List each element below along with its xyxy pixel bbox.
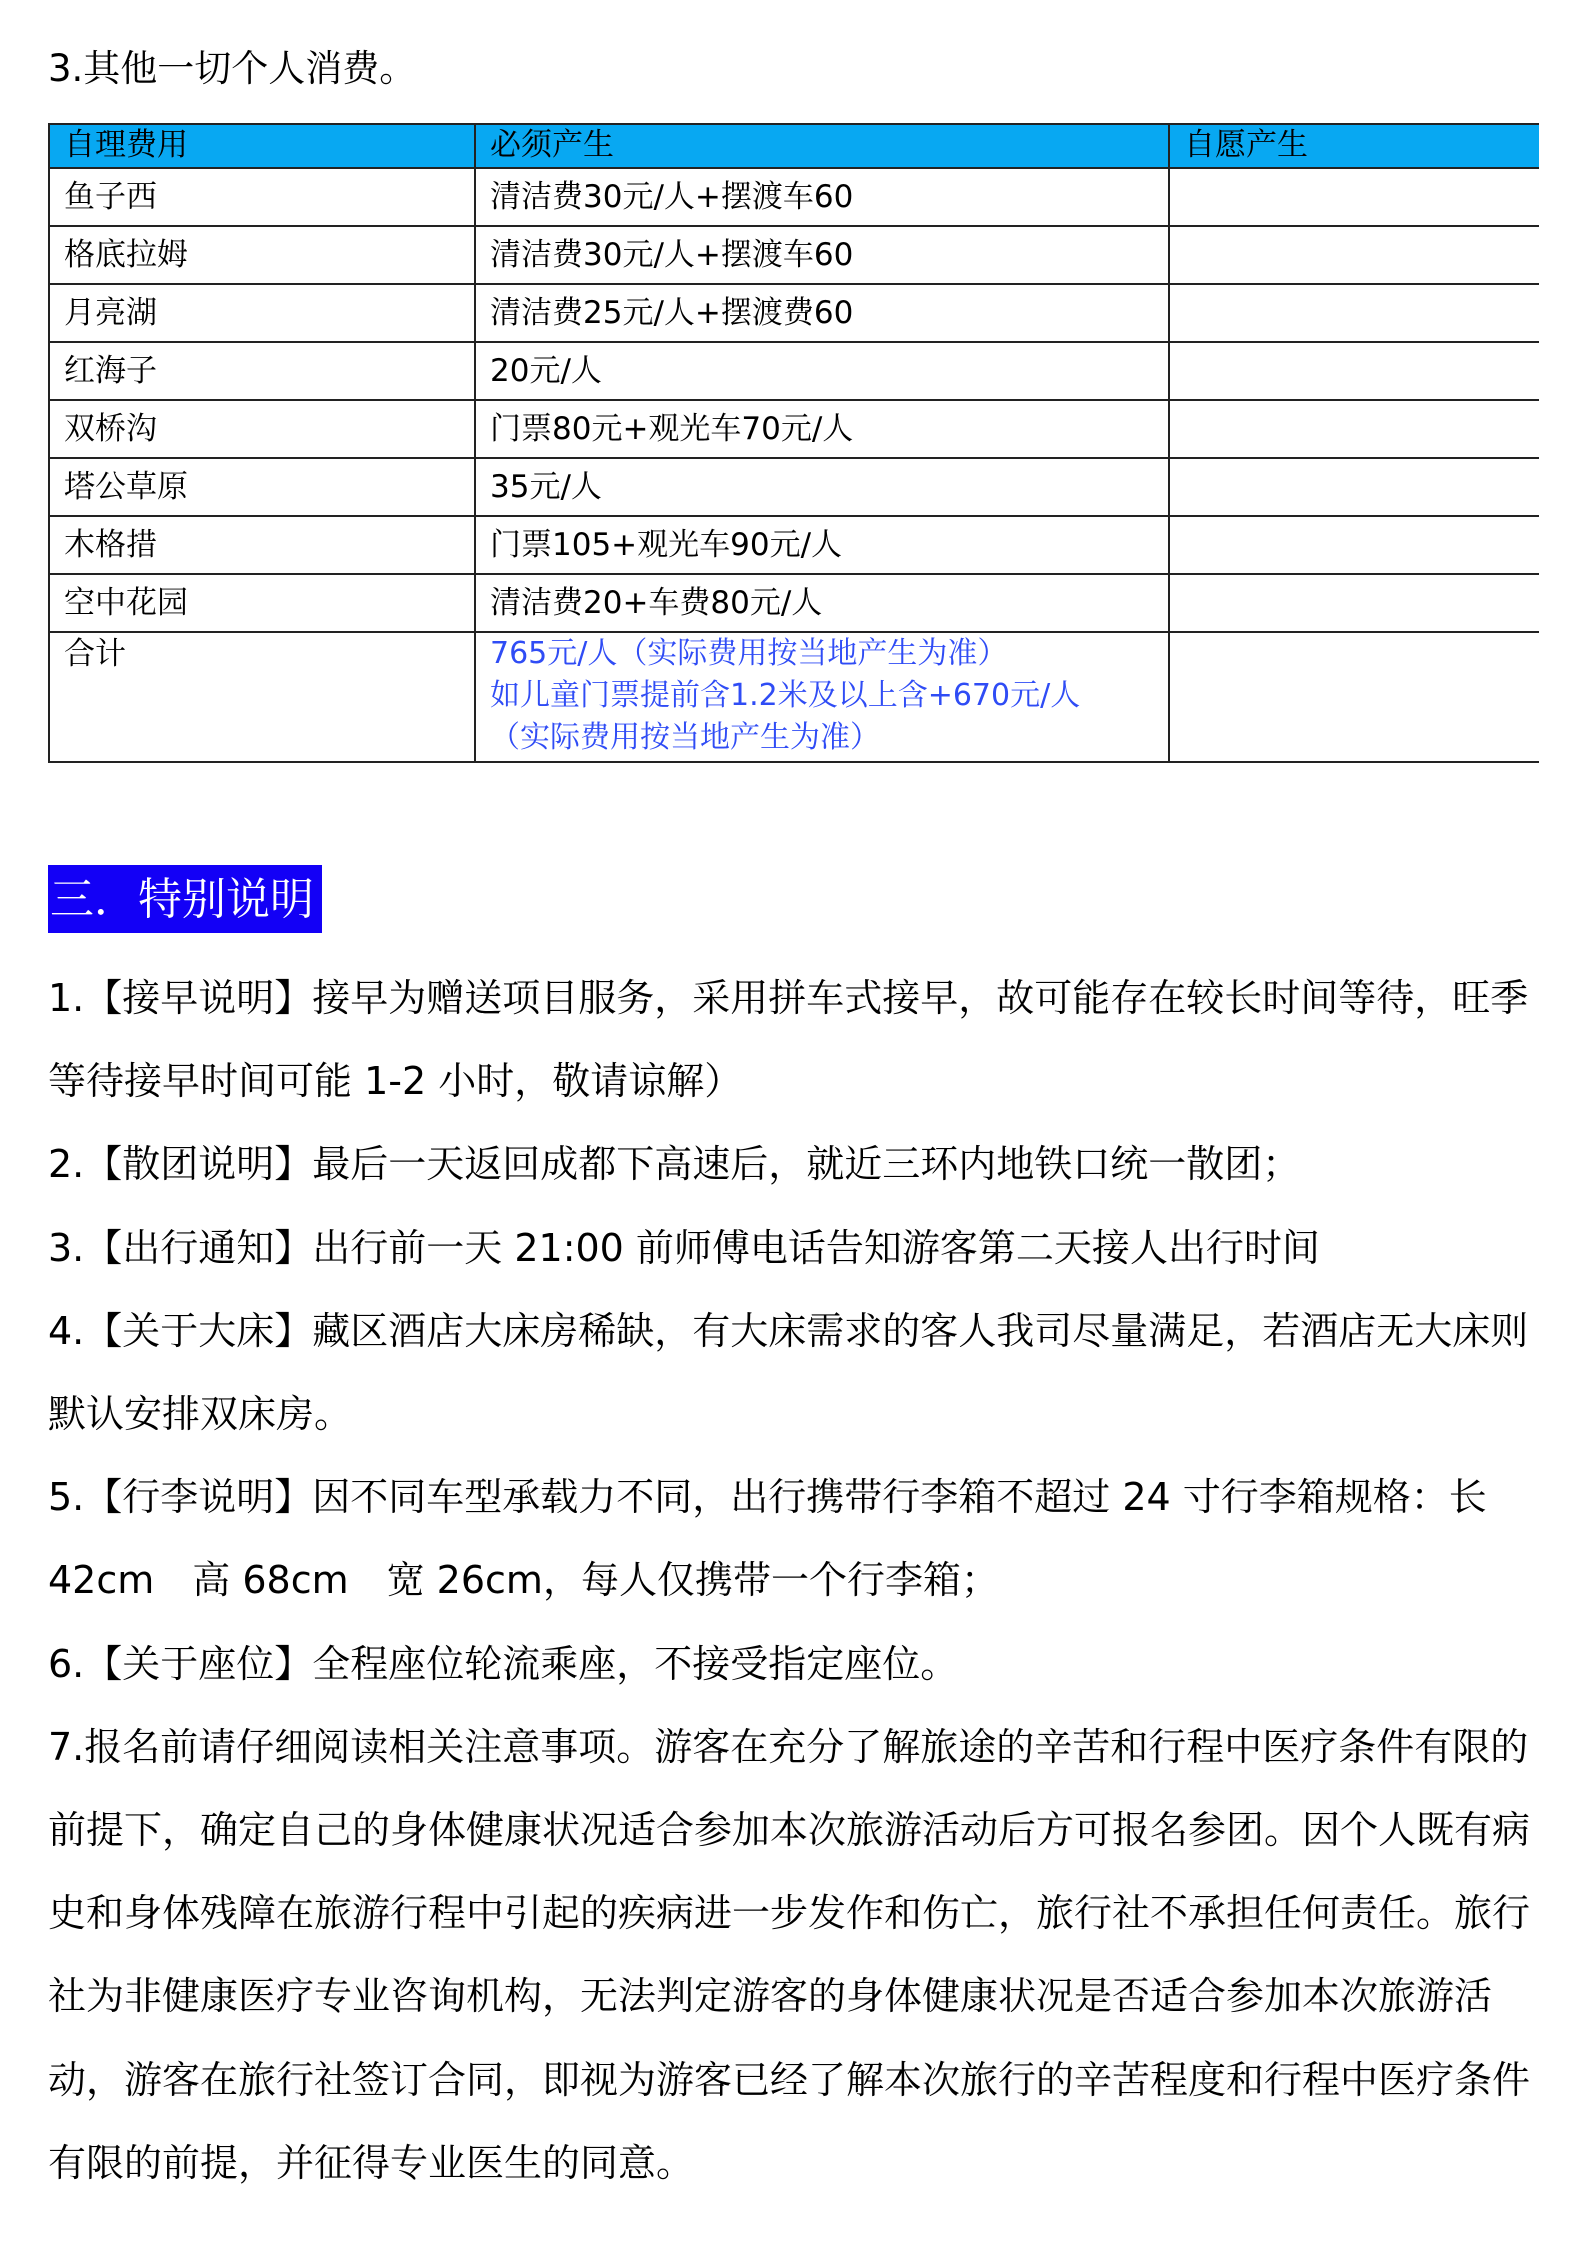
row-name: 双桥沟 [49, 400, 475, 458]
row-required: 清洁费20+车费80元/人 [475, 574, 1169, 632]
table-row [49, 400, 1539, 458]
row-required: 20元/人 [475, 342, 1169, 400]
note-item: 1.【接早说明】接早为赠送项目服务，采用拼车式接早，故可能存在较长时间等待，旺季等待接早时间可能 1-2 小时，敬请谅解） [48, 976, 1529, 1104]
row-optional [1169, 574, 1539, 632]
total-line: 如儿童门票提前含1.2米及以上含+670元/人 [490, 678, 1081, 713]
total-line: （实际费用按当地产生为准） [490, 720, 880, 755]
table-row [49, 458, 1539, 516]
total-optional [1169, 632, 1539, 762]
row-name: 木格措 [49, 516, 475, 574]
row-required: 35元/人 [475, 458, 1169, 516]
row-required: 清洁费30元/人+摆渡车60 [475, 168, 1169, 226]
row-required: 门票80元+观光车70元/人 [475, 400, 1169, 458]
table-row [49, 342, 1539, 400]
row-optional [1169, 342, 1539, 400]
total-label: 合计 [49, 632, 475, 762]
row-name: 空中花园 [49, 574, 475, 632]
note-item: 6.【关于座位】全程座位轮流乘座，不接受指定座位。 [48, 1641, 959, 1686]
row-name: 鱼子西 [49, 168, 475, 226]
table-row [49, 284, 1539, 342]
section-heading: 三．特别说明 [48, 865, 322, 933]
header-optional: 自愿产生 [1169, 124, 1539, 168]
row-optional [1169, 168, 1539, 226]
row-name: 塔公草原 [49, 458, 475, 516]
row-name: 月亮湖 [49, 284, 475, 342]
row-name: 格底拉姆 [49, 226, 475, 284]
special-notes [48, 957, 1558, 2205]
header-required: 必须产生 [475, 124, 1169, 168]
note-item: 2.【散团说明】最后一天返回成都下高速后，就近三环内地铁口统一散团； [48, 1142, 1301, 1187]
row-optional [1169, 458, 1539, 516]
table-row [49, 168, 1539, 226]
row-required: 清洁费25元/人+摆渡费60 [475, 284, 1169, 342]
row-optional [1169, 516, 1539, 574]
total-row [49, 632, 1539, 762]
table-row [49, 516, 1539, 574]
row-optional [1169, 284, 1539, 342]
row-required: 清洁费30元/人+摆渡车60 [475, 226, 1169, 284]
header-self-fee: 自理费用 [49, 124, 475, 168]
note-item: 3.【出行通知】出行前一天 21:00 前师傅电话告知游客第二天接人出行时间 [48, 1225, 1320, 1270]
note-item: 5.【行李说明】因不同车型承载力不同，出行携带行李箱不超过 24 寸行李箱规格：长 42cm 高 68cm 宽 26cm，每人仅携带一个行李箱； [48, 1475, 1487, 1603]
row-required: 门票105+观光车90元/人 [475, 516, 1169, 574]
row-optional [1169, 226, 1539, 284]
intro-line: 3.其他一切个人消费。 [48, 47, 417, 90]
row-optional [1169, 400, 1539, 458]
note-item: 7.报名前请仔细阅读相关注意事项。游客在充分了解旅途的辛苦和行程中医疗条件有限的前提下，确定自己的身体健康状况适合参加本次旅游活动后方可报名参团。因个人既有病史和身体残障在旅游行程中引起的疾病进一步发作和伤亡，旅行社不承担任何责任。旅行社为非健康医疗专业咨询机构，无法判定游客的身体健康状况是否适合参加本次旅游活动，游客在旅行社签订合同，即视为游客已经了解本次旅行的辛苦程度和行程中医疗条件有限的前提，并征得专业医生的同意。 [48, 1724, 1531, 2185]
table-row [49, 574, 1539, 632]
table-row [49, 226, 1539, 284]
fee-table [48, 123, 1539, 763]
fee-table-header-row [49, 124, 1539, 168]
total-line: 765元/人（实际费用按当地产生为准） [490, 636, 1008, 671]
note-item: 4.【关于大床】藏区酒店大床房稀缺，有大床需求的客人我司尽量满足，若酒店无大床则默认安排双床房。 [48, 1308, 1529, 1437]
total-amount-cell [475, 632, 1169, 762]
row-name: 红海子 [49, 342, 475, 400]
